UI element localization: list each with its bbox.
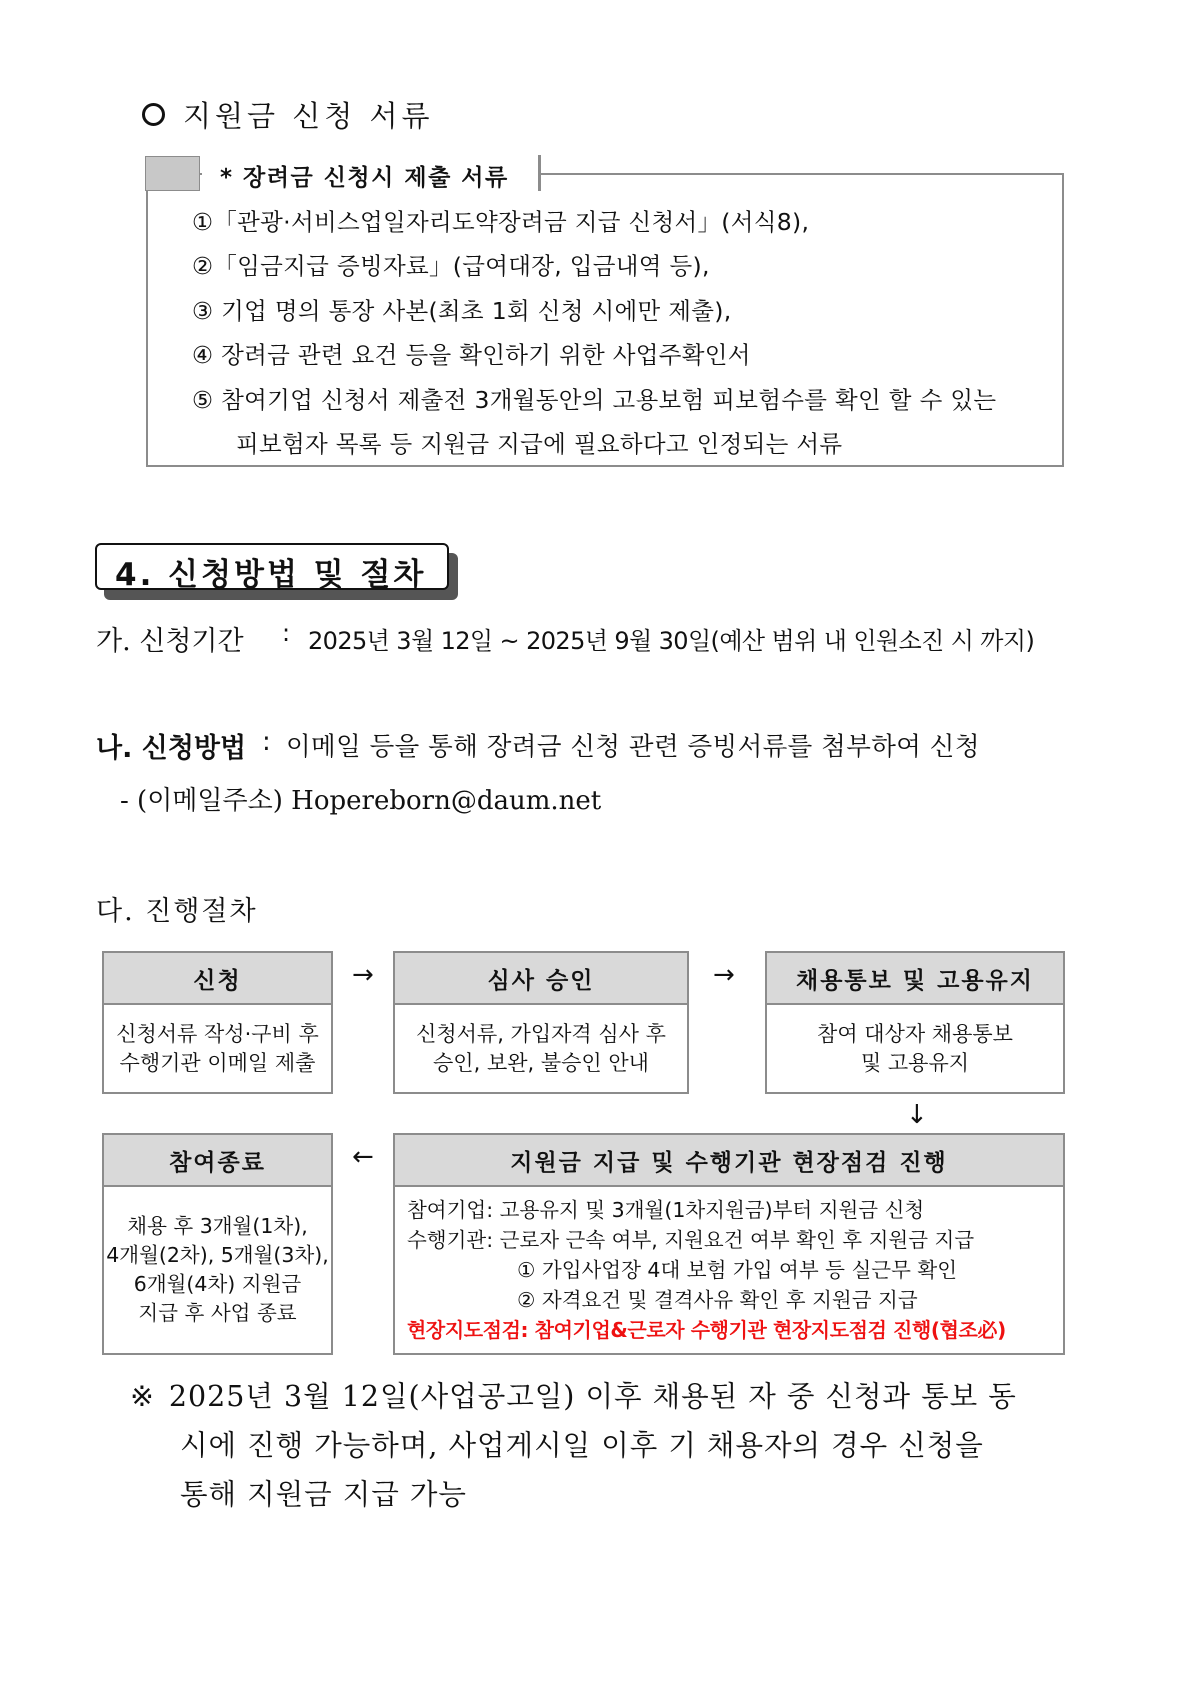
flow-step-body — [395, 1187, 1063, 1353]
flow-step-line: 4개월(2차), 5개월(3차), — [106, 1243, 329, 1267]
down-arrow-icon: ↓ — [906, 1100, 928, 1130]
document-item-3: ③ 기업 명의 통장 사본(최초 1회 신청 시에만 제출), — [192, 297, 732, 325]
application-method-value: 이메일 등을 통해 장려금 신청 관련 증빙서류를 첨부하여 신청 — [286, 732, 980, 762]
flow-step-review — [393, 951, 689, 1094]
document-item-4: ④ 장려금 관련 요건 등을 확인하기 위한 사업주확인서 — [192, 341, 751, 369]
flow-step-line: 참여기업: 고용유지 및 3개월(1차지원금)부터 지원금 신청 — [407, 1198, 925, 1222]
note-line-2: 시에 진행 가능하며, 사업게시일 이후 기 채용자의 경우 신청을 — [180, 1429, 984, 1462]
documents-title-divider — [538, 155, 541, 191]
document-item-2: ②「임금지급 증빙자료」(급여대장, 입금내역 등), — [192, 252, 710, 280]
section-heading-text: 지원금 신청 서류 — [183, 99, 434, 133]
flow-step-apply — [102, 951, 333, 1094]
flow-step-title: 신청 — [104, 953, 331, 1005]
flow-step-line: 신청서류 작성·구비 후 — [116, 1021, 319, 1046]
flow-step-line: 채용 후 3개월(1차), — [127, 1214, 308, 1238]
flow-step-body — [104, 1005, 331, 1092]
note-line-3: 통해 지원금 지급 가능 — [180, 1478, 467, 1511]
documents-box-title: * 장려금 신청시 제출 서류 — [220, 165, 509, 191]
flow-step-line: 6개월(4차) 지원금 — [133, 1272, 302, 1296]
reference-mark-icon: ※ — [130, 1380, 155, 1413]
flow-step-body — [104, 1187, 331, 1353]
procedure-label: 다. 진행절차 — [96, 896, 258, 927]
note-line-1 — [130, 1372, 1017, 1421]
flow-step-hire-notify — [765, 951, 1065, 1094]
flow-step-line: 및 고용유지 — [860, 1050, 970, 1075]
note-block — [130, 1372, 1017, 1519]
flow-step-title: 채용통보 및 고용유지 — [767, 953, 1063, 1005]
document-item-5: ⑤ 참여기업 신청서 제출전 3개월동안의 고용보험 피보험수를 확인 할 수 있는 — [192, 386, 997, 414]
application-method-label: 나. 신청방법 — [96, 733, 247, 764]
flow-step-body — [767, 1005, 1063, 1092]
left-arrow-icon: ← — [352, 1142, 374, 1172]
right-arrow-icon: → — [713, 960, 735, 990]
flow-step-body — [395, 1005, 687, 1092]
documents-box-tab — [145, 156, 200, 191]
section-title: 4. 신청방법 및 절차 — [115, 557, 427, 593]
document-item-1: ①「관광·서비스업일자리도약장려금 지급 신청서」(서식8), — [192, 208, 810, 236]
application-period-value: 2025년 3월 12일 ~ 2025년 9월 30일(예산 범위 내 인원소진 시 까지) — [308, 627, 1035, 655]
flow-step-finish — [102, 1133, 333, 1355]
section-heading-documents — [142, 94, 434, 135]
flow-step-title: 참여종료 — [104, 1135, 331, 1187]
application-period-label: 가. 신청기간 — [96, 626, 244, 657]
on-site-inspection-line: 현장지도점검: 참여기업&근로자 수행기관 현장지도점검 진행(협조必) — [407, 1318, 1006, 1342]
application-period-separator: : — [282, 619, 291, 647]
circle-bullet-icon — [142, 103, 165, 126]
flow-step-payment-inspection — [393, 1133, 1065, 1355]
flow-step-line: 승인, 보완, 불승인 안내 — [433, 1050, 649, 1075]
flow-step-title: 지원금 지급 및 수행기관 현장점검 진행 — [395, 1135, 1063, 1187]
flow-step-line: ① 가입사업장 4대 보험 가입 여부 등 실근무 확인 — [517, 1258, 958, 1282]
email-address-line[interactable]: - (이메일주소) Hopereborn@daum.net — [120, 786, 602, 816]
flow-step-title: 심사 승인 — [395, 953, 687, 1005]
right-arrow-icon: → — [352, 960, 374, 990]
document-item-5-continued: 피보험자 목록 등 지원금 지급에 필요하다고 인정되는 서류 — [236, 430, 843, 458]
flow-step-line: 수행기관 이메일 제출 — [119, 1050, 316, 1075]
flow-step-line: 참여 대상자 채용통보 — [817, 1021, 1013, 1046]
flow-step-line: ② 자격요건 및 결격사유 확인 후 지원금 지급 — [517, 1288, 918, 1312]
flow-step-line: 수행기관: 근로자 근속 여부, 지원요건 여부 확인 후 지원금 지급 — [407, 1228, 975, 1252]
flow-step-line: 지급 후 사업 종료 — [138, 1301, 297, 1325]
note-text: 2025년 3월 12일(사업공고일) 이후 채용된 자 중 신청과 통보 동 — [168, 1380, 1017, 1413]
flow-step-line: 신청서류, 가입자격 심사 후 — [416, 1021, 666, 1046]
application-method-separator: : — [262, 727, 271, 757]
